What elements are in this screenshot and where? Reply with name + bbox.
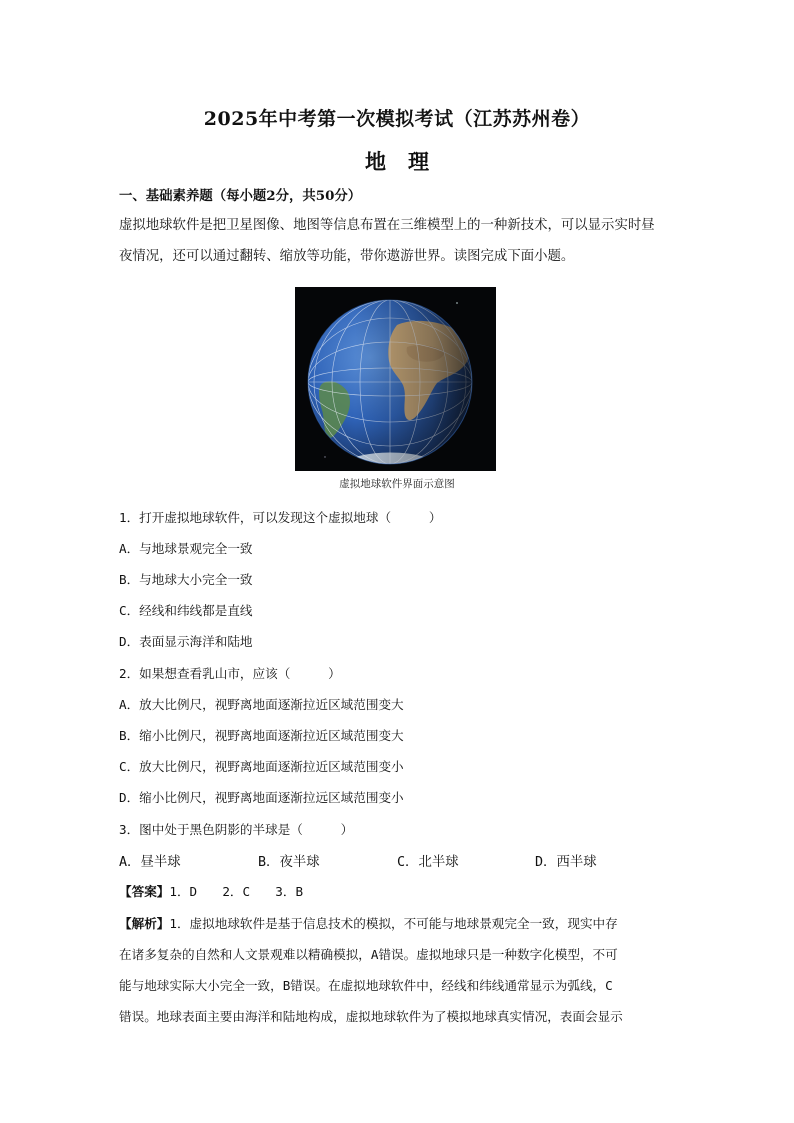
analysis-line-4: 错误。地球表面主要由海洋和陆地构成，虚拟地球软件为了模拟地球真实情况，表面会显示 xyxy=(119,1009,623,1024)
question-2-option-d: D．缩小比例尺，视野离地面逐渐拉远区域范围变小 xyxy=(119,790,404,805)
figure-caption: 虚拟地球软件界面示意图 xyxy=(339,478,455,490)
analysis-line-1 xyxy=(119,914,679,934)
question-3-stem: 3．图中处于黑色阴影的半球是（ ） xyxy=(119,822,354,837)
question-3-option-d: D．西半球 xyxy=(535,855,597,870)
question-1-option-c: C．经线和纬线都是直线 xyxy=(119,603,253,618)
virtual-globe-figure xyxy=(295,287,496,471)
intro-line-2: 夜情况，还可以通过翻转、缩放等功能，带你遨游世界。读图完成下面小题。 xyxy=(119,249,575,264)
question-3-options xyxy=(119,851,679,871)
intro-line-1: 虚拟地球软件是把卫星图像、地图等信息布置在三维模型上的一种新技术，可以显示实时昼 xyxy=(119,218,655,233)
question-3-option-c: C．北半球 xyxy=(397,855,459,870)
answer-label: 【答案】 xyxy=(119,884,170,899)
question-1-option-b: B．与地球大小完全一致 xyxy=(119,572,253,587)
answer-text: 1．D 2．C 3．B xyxy=(169,884,304,899)
question-2-option-b: B．缩小比例尺，视野离地面逐渐拉近区域范围变大 xyxy=(119,728,404,743)
answer-line xyxy=(119,882,679,902)
page-title: 2025年中考第一次模拟考试（江苏苏州卷） xyxy=(203,108,591,130)
globe-icon xyxy=(295,287,496,471)
analysis-line-2: 在诸多复杂的自然和人文景观难以精确模拟，A错误。虚拟地球只是一种数字化模型，不可 xyxy=(119,947,618,962)
question-3-option-a: A．昼半球 xyxy=(119,855,181,870)
question-1-stem: 1．打开虚拟地球软件，可以发现这个虚拟地球（ ） xyxy=(119,510,442,525)
question-2-option-c: C．放大比例尺，视野离地面逐渐拉近区域范围变小 xyxy=(119,759,404,774)
subject-title: 地理 xyxy=(365,149,451,174)
question-1-option-a: A．与地球景观完全一致 xyxy=(119,541,253,556)
question-2-option-a: A．放大比例尺，视野离地面逐渐拉近区域范围变大 xyxy=(119,697,404,712)
analysis-label: 【解析】 xyxy=(119,916,170,931)
question-2-stem: 2．如果想查看乳山市，应该（ ） xyxy=(119,666,341,681)
question-3-option-b: B．夜半球 xyxy=(258,855,320,870)
question-1-option-d: D．表面显示海洋和陆地 xyxy=(119,634,253,649)
analysis-line-3: 能与地球实际大小完全一致，B错误。在虚拟地球软件中，经线和纬线通常显示为弧线，C xyxy=(119,978,613,993)
section-heading: 一、基础素养题（每小题2分，共50分） xyxy=(119,188,362,204)
analysis-text-1: 1．虚拟地球软件是基于信息技术的模拟，不可能与地球景观完全一致，现实中存 xyxy=(169,916,618,931)
